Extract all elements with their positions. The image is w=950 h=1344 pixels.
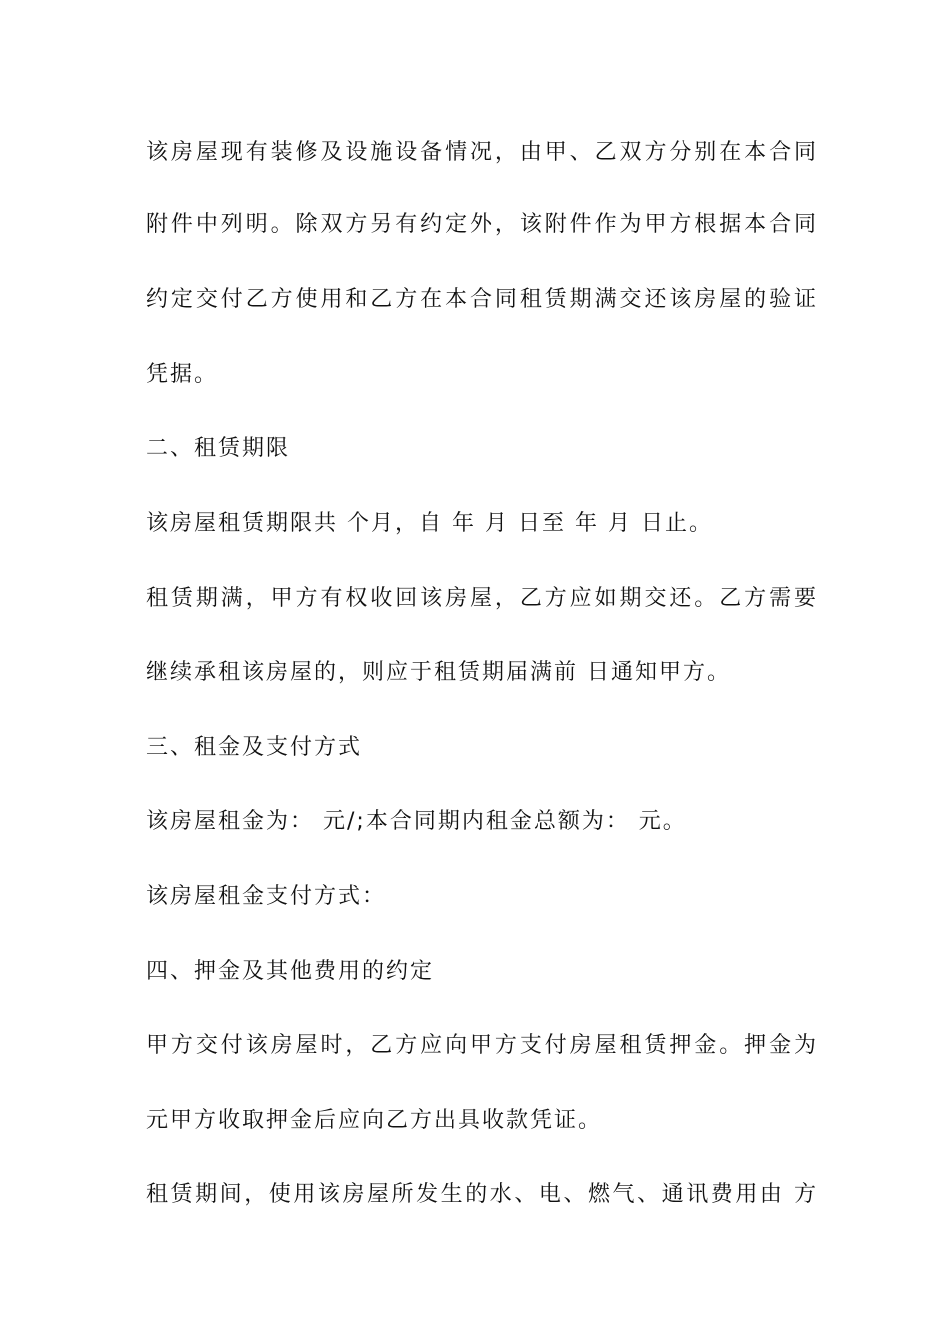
- paragraph-line: 继续承租该房屋的，则应于租赁期届满前 日通知甲方。: [146, 660, 731, 685]
- paragraph-line: 租赁期满，甲方有权收回该房屋，乙方应如期交还。乙方需要: [146, 586, 816, 611]
- paragraph-line: 该房屋现有装修及设施设备情况，由甲、乙双方分别在本合同: [146, 140, 816, 165]
- paragraph-line: 该房屋租金为： 元/;本合同期内租金总额为： 元。: [146, 809, 687, 834]
- paragraph-line: 租赁期间，使用该房屋所发生的水、电、燃气、通讯费用由 方: [146, 1182, 816, 1207]
- paragraph-line: 约定交付乙方使用和乙方在本合同租赁期满交还该房屋的验证: [146, 287, 816, 312]
- section-heading: 二、租赁期限: [146, 436, 291, 461]
- section-heading: 三、租金及支付方式: [146, 735, 363, 760]
- paragraph-line: 凭据。: [146, 362, 219, 387]
- paragraph-line: 附件中列明。除双方另有约定外，该附件作为甲方根据本合同: [146, 212, 816, 237]
- paragraph-line: 该房屋租赁期限共 个月，自 年 月 日至 年 月 日止。: [146, 511, 713, 536]
- paragraph-line: 元甲方收取押金后应向乙方出具收款凭证。: [146, 1108, 603, 1133]
- section-heading: 四、押金及其他费用的约定: [146, 959, 435, 984]
- paragraph-line: 甲方交付该房屋时，乙方应向甲方支付房屋租赁押金。押金为: [146, 1033, 816, 1058]
- paragraph-line: 该房屋租金支付方式：: [146, 884, 387, 909]
